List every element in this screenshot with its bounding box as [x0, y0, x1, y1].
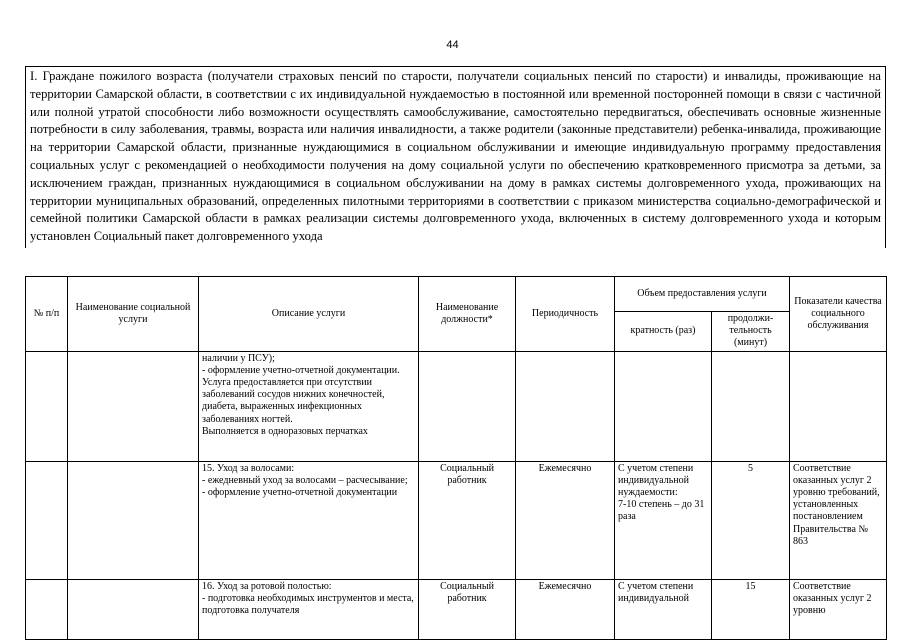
services-table: [25, 276, 887, 640]
cell-service-name: [68, 461, 199, 579]
cell-duration: 15: [712, 579, 790, 639]
cell-frequency: [615, 351, 712, 461]
cell-position: Социальный работник: [419, 461, 516, 579]
cell-position: [419, 351, 516, 461]
header-position: Наименование должности*: [419, 277, 516, 352]
page-number: 44: [446, 39, 459, 51]
cell-quality: Соответствие оказанных услуг 2 уровню: [790, 579, 887, 639]
header-service-name: Наименование социальной услуги: [68, 277, 199, 352]
cell-description: наличии у ПСУ); - оформление учетно-отчетной документации. Услуга предоставляется при отсутствии заболеваний сосудов нижних конечностей, диабета, выраженных инфекционных заболеваниях ногтей. Выполняется в одноразовых перчатках: [199, 351, 419, 461]
cell-number: [26, 579, 68, 639]
header-frequency: кратность (раз): [615, 312, 712, 352]
table-row: [26, 461, 887, 579]
cell-description: 16. Уход за ротовой полостью: - подготовка необходимых инструментов и места, подготовка получателя: [199, 579, 419, 639]
section-intro: I. Граждане пожилого возраста (получатели страховых пенсий по старости, получатели социальных пенсий по старости) и инвалиды, проживающие на территории Самарской области, в соответствии с их индивидуальной нуждаемостью в постоянной или временной посторонней помощи в связи с частичной или полной утратой способности либо возможности осуществлять самообслуживание, самостоятельно передвигаться, обеспечивать основные жизненные потребности в силу заболевания, травмы, возраста или наличия инвалидности, а также родители (законные представители) ребенка-инвалида, проживающие на территории Самарской области, признанные нуждающимися в социальном обслуживании и имеющие индивидуальную программу предоставления социальных услуг с рекомендацией о необходимости получения на дому социальной услуги по обеспечению кратковременного присмотра за детьми, за исключением граждан, признанных нуждающимися в социальном обслуживании на дому в рамках системы долговременного ухода, проживающих на территории муниципальных образований, определенных пилотными территориями в соответствии с приказом министерства социально-демографической и семейной политики Самарской области в рамках реализации системы долговременного ухода, включенных в систему долговременного ухода и которым установлен Социальный пакет долговременного ухода: [25, 66, 886, 248]
cell-frequency: С учетом степени индивидуальной: [615, 579, 712, 639]
header-periodicity: Периодичность: [516, 277, 615, 352]
cell-number: [26, 351, 68, 461]
cell-quality: [790, 351, 887, 461]
cell-periodicity: Ежемесячно: [516, 579, 615, 639]
cell-frequency: С учетом степени индивидуальной нуждаемости: 7-10 степень – до 31 раза: [615, 461, 712, 579]
header-duration: продолжи-тельность (минут): [712, 312, 790, 352]
cell-duration: 5: [712, 461, 790, 579]
cell-number: [26, 461, 68, 579]
header-description: Описание услуги: [199, 277, 419, 352]
cell-quality: Соответствие оказанных услуг 2 уровню требований, установленных постановлением Правительства № 863: [790, 461, 887, 579]
header-number: № п/п: [26, 277, 68, 352]
cell-duration: [712, 351, 790, 461]
cell-periodicity: [516, 351, 615, 461]
cell-service-name: [68, 351, 199, 461]
cell-service-name: [68, 579, 199, 639]
table-row: [26, 579, 887, 639]
header-quality: Показатели качества социального обслуживания: [790, 277, 887, 352]
header-volume: Объем предоставления услуги: [615, 277, 790, 312]
cell-periodicity: Ежемесячно: [516, 461, 615, 579]
table-row: [26, 351, 887, 461]
cell-position: Социальный работник: [419, 579, 516, 639]
cell-description: 15. Уход за волосами: - ежедневный уход за волосами – расчесывание; - оформление учетно-отчетной документации: [199, 461, 419, 579]
